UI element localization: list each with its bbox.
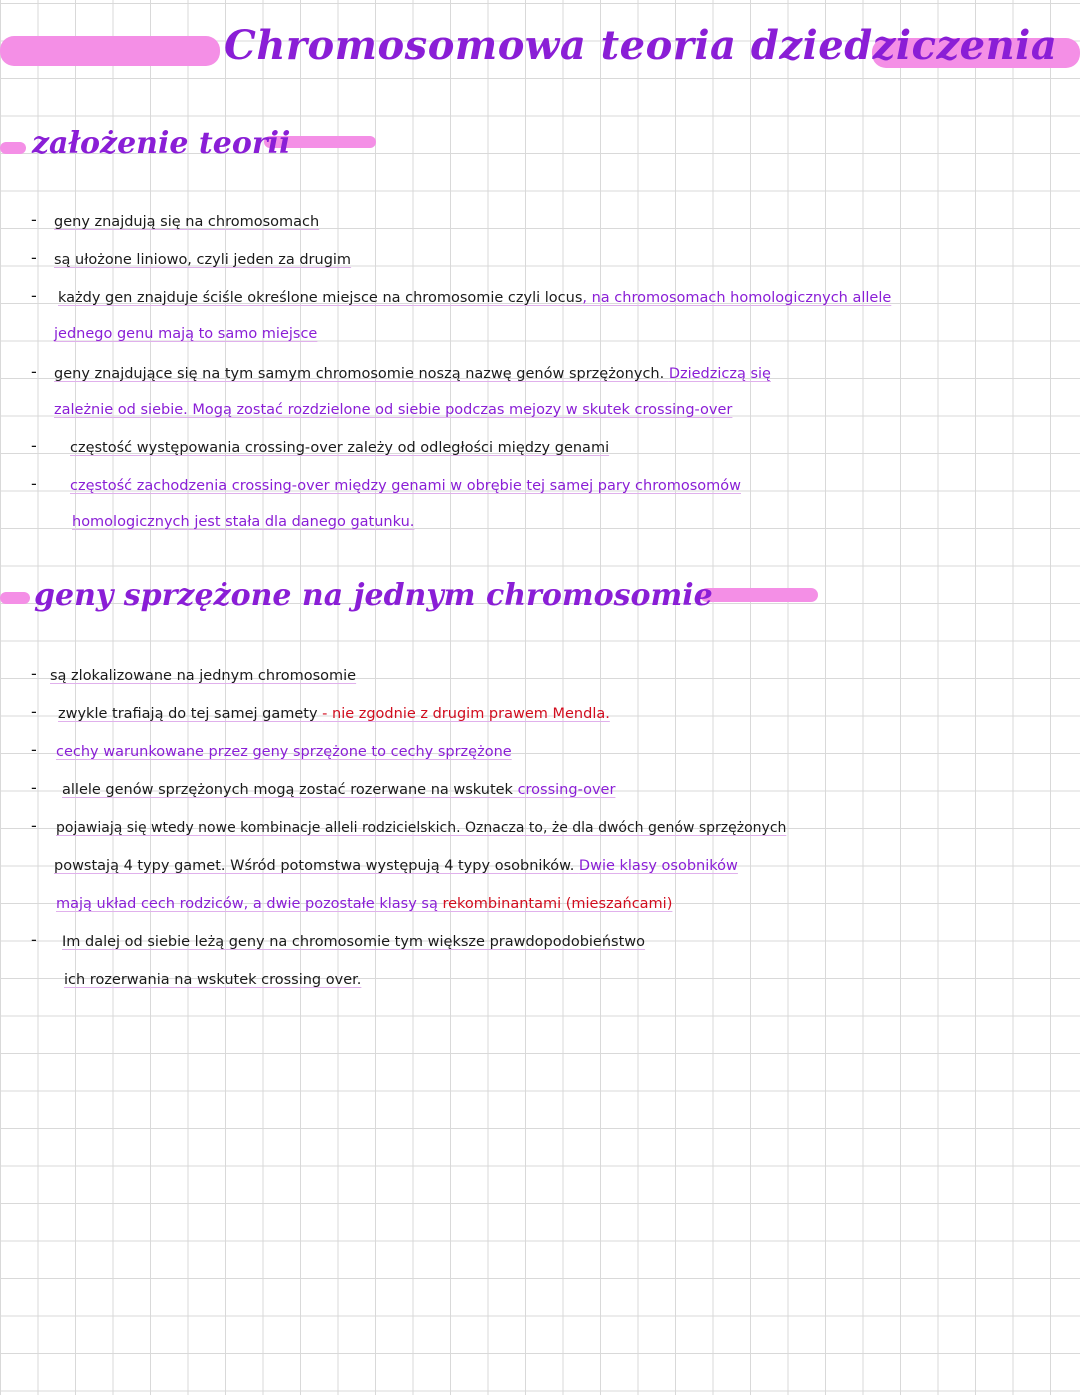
- list-bullet: -: [31, 474, 37, 493]
- list-item-continuation: [56, 894, 672, 914]
- text-run: - nie zgodnie z drugim prawem Mendla.: [322, 706, 610, 722]
- text-run: crossing-over: [517, 782, 616, 798]
- list-bullet: -: [31, 702, 37, 721]
- list-bullet: -: [31, 778, 37, 797]
- list-item-continuation: [54, 324, 317, 344]
- text-run: geny znajdujące się na tym samym chromosomie noszą nazwę genów sprzężonych.: [54, 366, 669, 382]
- list-item: [58, 288, 891, 308]
- list-item-continuation: [54, 400, 732, 420]
- list-bullet: -: [31, 664, 37, 683]
- text-run: zależnie od siebie. Mogą zostać rozdzielone od siebie podczas mejozy w skutek crossing-over: [54, 402, 733, 418]
- list-item: [56, 818, 786, 838]
- text-run: powstają 4 typy gamet. Wśród potomstwa występują 4 typy osobników.: [54, 858, 579, 874]
- text-run: częstość występowania crossing-over zależy od odległości między genami: [70, 440, 610, 456]
- section-highlight-2-left: [0, 592, 30, 604]
- list-bullet: -: [31, 286, 37, 305]
- list-item: [56, 742, 512, 762]
- text-run: częstość zachodzenia crossing-over między genami w obrębie tej samej pary chromosomów: [70, 478, 741, 494]
- text-run: mają układ cech rodziców, a dwie pozostałe klasy są: [56, 896, 443, 912]
- list-item-continuation: [72, 512, 414, 532]
- text-run: każdy gen znajduje ściśle określone miejsce na chromosomie czyli locus: [58, 290, 583, 306]
- list-item: [54, 250, 351, 270]
- list-bullet: -: [31, 740, 37, 759]
- text-run: Dziedziczą się: [668, 366, 771, 382]
- list-bullet: -: [31, 930, 37, 949]
- text-run: allele genów sprzężonych mogą zostać rozerwane na wskutek: [62, 782, 518, 798]
- title-highlight-left: [0, 36, 220, 66]
- section-highlight-2-right: [700, 588, 818, 602]
- text-run: cechy warunkowane przez geny sprzężone to cechy sprzężone: [56, 744, 512, 760]
- section-heading: założenie teorii: [32, 126, 291, 161]
- text-run: rekombinantami (mieszańcami): [442, 896, 673, 912]
- text-run: są ułożone liniowo, czyli jeden za drugim: [54, 252, 352, 268]
- page-title: Chromosomowa teoria dziedziczenia: [224, 22, 1058, 69]
- text-run: są zlokalizowane na jednym chromosomie: [50, 668, 357, 684]
- text-run: homologicznych jest stała dla danego gatunku.: [72, 514, 415, 530]
- list-item-continuation: [64, 970, 361, 990]
- text-run: jednego genu mają to samo miejsce: [54, 326, 318, 342]
- list-bullet: -: [31, 248, 37, 267]
- list-item: [70, 438, 609, 458]
- section-highlight-1-left: [0, 142, 26, 154]
- list-item: [50, 666, 356, 686]
- text-run: zwykle trafiają do tej samej gamety: [58, 706, 323, 722]
- list-item: [54, 212, 319, 232]
- list-bullet: -: [31, 436, 37, 455]
- list-bullet: -: [31, 362, 37, 381]
- text-run: geny znajdują się na chromosomach: [54, 214, 320, 230]
- section-heading: geny sprzężone na jednym chromosomie: [34, 578, 713, 613]
- list-bullet: -: [31, 210, 37, 229]
- list-item: [54, 364, 771, 384]
- list-item-continuation: [54, 856, 738, 876]
- list-item: [70, 476, 741, 496]
- text-run: Dwie klasy osobników: [578, 858, 738, 874]
- text-run: pojawiają się wtedy nowe kombinacje alleli rodzicielskich. Oznacza to, że dla dwóch genów sprzężonych: [56, 820, 787, 836]
- list-item: [62, 780, 615, 800]
- list-item: [62, 932, 645, 952]
- text-run: Im dalej od siebie leżą geny na chromosomie tym większe prawdopodobieństwo: [62, 934, 646, 950]
- list-item: [58, 704, 610, 724]
- text-run: ich rozerwania na wskutek crossing over.: [64, 972, 362, 988]
- list-bullet: -: [31, 816, 37, 835]
- text-run: , na chromosomach homologicznych allele: [582, 290, 892, 306]
